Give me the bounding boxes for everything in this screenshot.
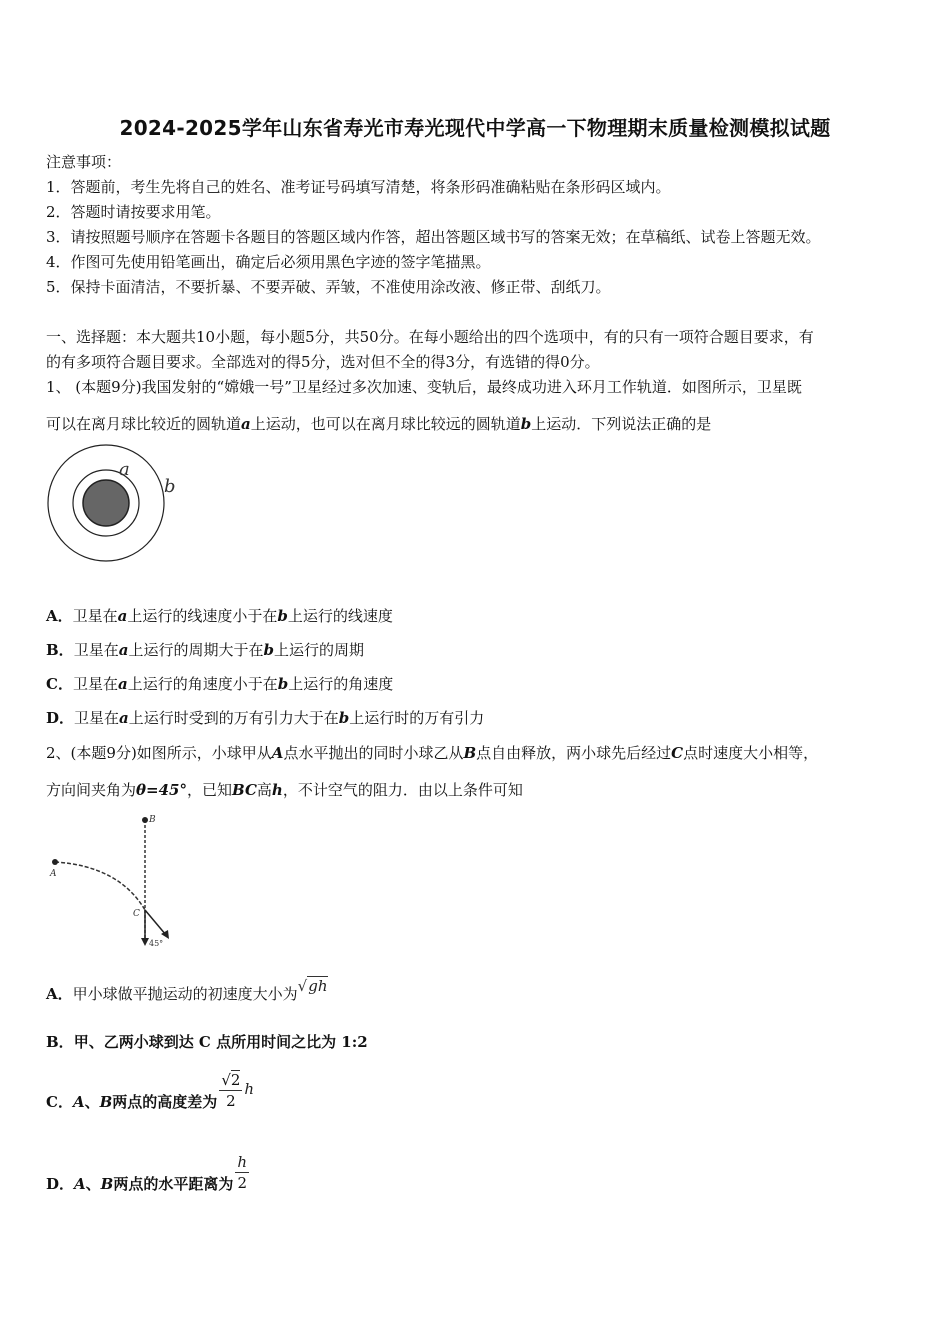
q1-stem-line1: 1、 (本题9分)我国发射的“嫦娥一号”卫星经过多次加速、变轨后，最终成功进入环月工作轨道．如图所示，卫星既 <box>46 378 802 396</box>
q1-stem-text: 可以在离月球比较近的圆轨道 <box>46 415 242 433</box>
option-key: B． <box>46 1033 74 1051</box>
q1-option-a <box>46 606 393 626</box>
option-text: 上运行的周期 <box>273 641 364 659</box>
option-key: D． <box>46 1175 75 1193</box>
var-a: a <box>118 641 129 659</box>
notice-item-4: 4．作图可先使用铅笔画出，确定后必须用黑色字迹的签字笔描黑。 <box>46 253 491 271</box>
sqrt-sign: √ <box>297 977 308 995</box>
option-key: A． <box>46 985 73 1003</box>
q2-point-a: A <box>271 744 284 762</box>
label-a: A <box>50 869 57 879</box>
page-title: 2024-2025学年山东省寿光市寿光现代中学高一下物理期末质量检测模拟试题 <box>119 116 831 140</box>
q2-h: h <box>271 781 283 799</box>
point-a <box>52 859 58 865</box>
var-a: a <box>117 607 128 625</box>
parabola-path <box>55 862 145 910</box>
point-b: B <box>99 1093 113 1111</box>
option-text: 上运行的角速度小于在 <box>127 675 278 693</box>
q2-stem-text: 点水平抛出的同时小球乙从 <box>283 744 464 762</box>
q2-theta: θ=45° <box>136 781 187 799</box>
q2-stem-text: ，不计空气的阻力．由以上条件可知 <box>282 781 523 799</box>
var-b: b <box>338 709 350 727</box>
var-a: a <box>117 675 128 693</box>
fraction-denominator: 2 <box>237 1173 247 1192</box>
separator: 、 <box>84 1093 100 1111</box>
separator: 、 <box>85 1175 101 1193</box>
point-a: A <box>72 1093 85 1111</box>
velocity-oblique <box>145 910 166 935</box>
var-b: b <box>277 675 289 693</box>
orbit-a-label: a <box>119 459 130 480</box>
option-key: C． <box>46 675 73 693</box>
option-key: C． <box>46 1093 73 1111</box>
option-text: 卫星在 <box>73 641 119 659</box>
var-b: b <box>263 641 274 659</box>
q2-option-a <box>46 977 328 1004</box>
q1-stem-text: 上运动．下列说法正确的是 <box>531 415 712 433</box>
option-text: 甲小球做平抛运动的初速度大小为 <box>72 985 298 1003</box>
option-text: 甲、乙两小球到达 C 点所用时间之比为 1:2 <box>73 1033 368 1051</box>
var-a: a <box>119 709 129 727</box>
q1-option-b <box>46 640 364 660</box>
option-text: 两点的水平距离为 <box>113 1175 234 1193</box>
option-text: 上运行时受到的万有引力大于在 <box>128 709 339 727</box>
q2-trajectory-figure <box>44 810 184 952</box>
option-key: B． <box>46 641 74 659</box>
sqrt-sign: √ <box>221 1070 231 1089</box>
q2-bc: BC <box>231 781 257 799</box>
point-b: B <box>100 1175 114 1193</box>
q2-stem-line1 <box>46 743 818 763</box>
notice-heading: 注意事项： <box>46 153 122 171</box>
q1-stem-text: 上运动，也可以在离月球比较远的圆轨道 <box>250 415 521 433</box>
var-b: b <box>277 607 288 625</box>
sqrt-radicand: 2 <box>230 1070 241 1089</box>
fraction-denominator: 2 <box>226 1091 236 1110</box>
var-h: h <box>244 1080 255 1098</box>
section-intro-line1: 一、选择题：本大题共10小题，每小题5分，共50分。在每小题给出的四个选项中，有的只有一项符合题目要求，有 <box>46 328 814 346</box>
fraction-numerator <box>219 1070 242 1091</box>
notice-item-3: 3．请按照题号顺序在答题卡各题目的答题区域内作答，超出答题区域书写的答案无效；在草稿纸、试卷上答题无效。 <box>46 228 821 246</box>
q1-option-d <box>46 708 484 728</box>
option-d-text-wrap <box>46 1174 233 1194</box>
q2-stem-text: 方向间夹角为 <box>46 781 137 799</box>
option-text: 两点的高度差为 <box>112 1093 218 1111</box>
option-text: 上运行的线速度 <box>287 607 393 625</box>
option-key: A． <box>46 607 73 625</box>
section-intro-line2: 的有多项符合题目要求。全部选对的得5分，选对但不全的得3分，有选错的得0分。 <box>46 353 600 371</box>
option-text: 卫星在 <box>72 675 118 693</box>
sqrt-radicand: gh <box>308 977 328 995</box>
q2-point-b: B <box>463 744 477 762</box>
option-text: 上运行的周期大于在 <box>128 641 264 659</box>
q1-stem-line2 <box>46 414 711 434</box>
q2-stem-text: 2、(本题9分)如图所示，小球甲从 <box>46 744 272 762</box>
moon-circle <box>83 480 129 526</box>
q1-option-c <box>46 674 393 694</box>
q2-stem-text: 点时速度大小相等， <box>683 744 819 762</box>
q1-orbit-figure <box>44 442 184 566</box>
option-text: 上运行的角速度 <box>288 675 394 693</box>
arrow-head <box>141 938 149 946</box>
sqrt-expression <box>298 977 329 995</box>
fraction-h-over-2 <box>235 1152 249 1193</box>
orbit-b-label: b <box>164 476 176 497</box>
fraction-sqrt2-over-2 <box>219 1070 242 1111</box>
q2-stem-text: 高 <box>256 781 272 799</box>
option-text: 卫星在 <box>72 607 118 625</box>
option-key: D． <box>46 709 75 727</box>
q1-var-b: b <box>520 415 532 433</box>
option-text: 上运行时的万有引力 <box>349 709 485 727</box>
option-c-text-wrap <box>46 1092 217 1112</box>
point-a: A <box>74 1175 86 1193</box>
q2-option-d <box>46 1150 249 1194</box>
q2-stem-text: ，已知 <box>186 781 232 799</box>
notice-item-5: 5．保持卡面清洁，不要折暴、不要弄破、弄皱，不准使用涂改液、修正带、刮纸刀。 <box>46 278 611 296</box>
option-text: 卫星在 <box>74 709 120 727</box>
q1-var-a: a <box>241 415 251 433</box>
notice-item-2: 2．答题时请按要求用笔。 <box>46 203 221 221</box>
q2-option-c <box>46 1068 254 1112</box>
point-b <box>142 817 148 823</box>
label-b: B <box>149 815 156 825</box>
q2-point-c: C <box>671 744 684 762</box>
label-angle: 45° <box>149 939 164 948</box>
label-c: C <box>133 909 140 919</box>
fraction-numerator: h <box>237 1152 248 1171</box>
notice-item-1: 1．答题前，考生先将自己的姓名、准考证号码填写清楚，将条形码准确粘贴在条形码区域内。 <box>46 178 671 196</box>
q2-stem-line2 <box>46 780 523 800</box>
q2-option-b <box>46 1032 368 1052</box>
q2-stem-text: 点自由释放，两小球先后经过 <box>476 744 672 762</box>
option-text: 上运行的线速度小于在 <box>127 607 278 625</box>
